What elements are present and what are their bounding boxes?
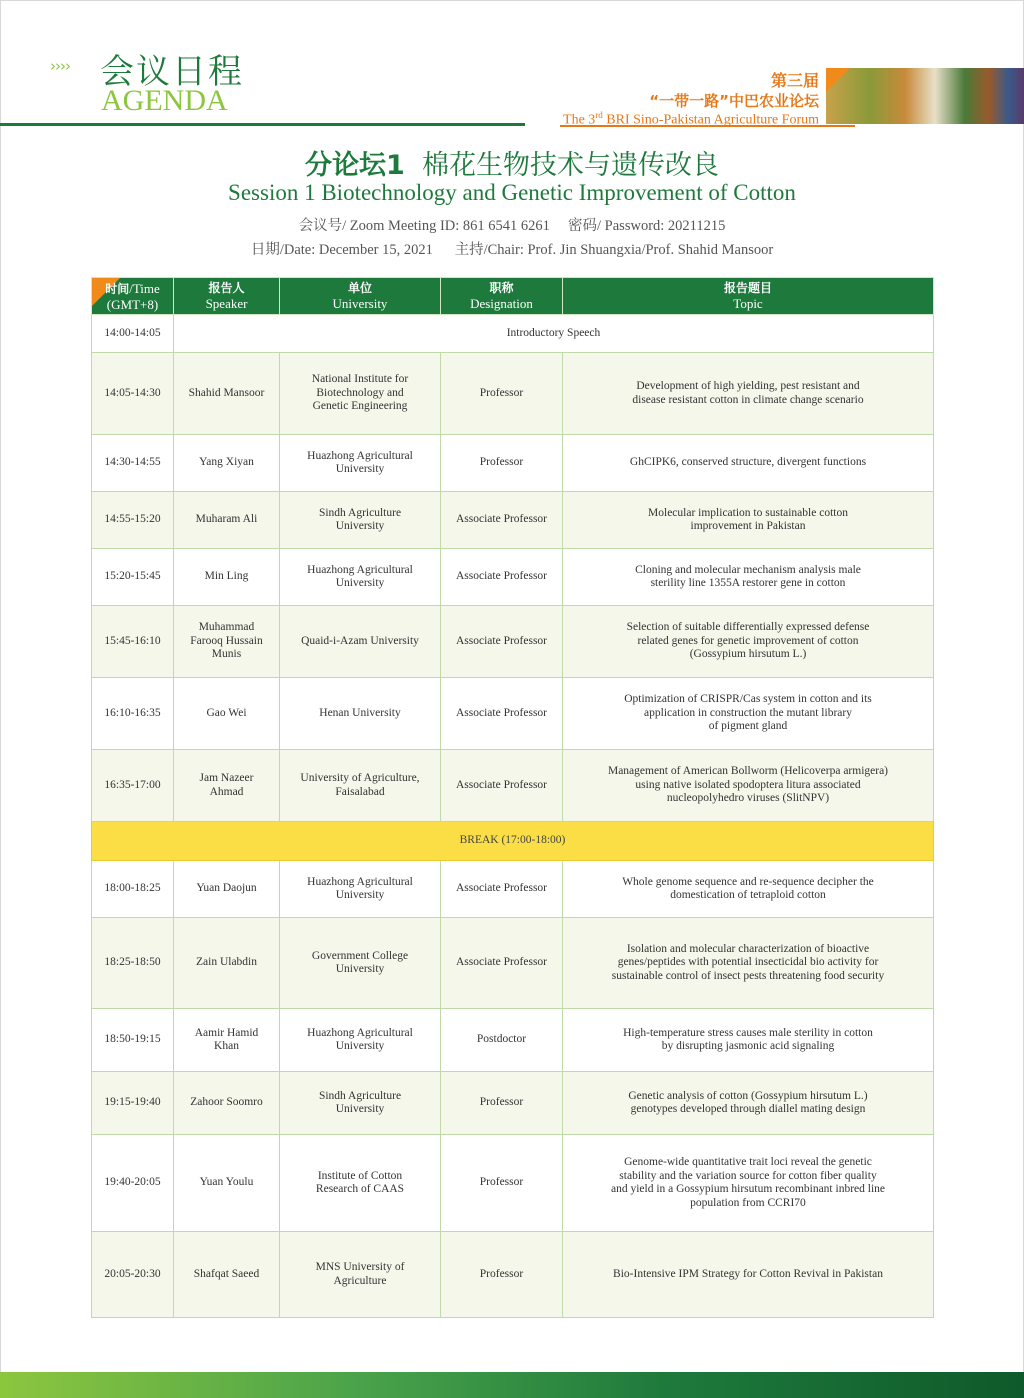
cell-speaker: Shafqat Saeed — [174, 1232, 280, 1318]
cell-time: 15:20-15:45 — [92, 549, 174, 606]
cell-topic: Bio-Intensive IPM Strategy for Cotton Revival in Pakistan — [563, 1232, 934, 1318]
forum-banner-image — [826, 68, 1024, 124]
cell-university: Sindh Agriculture University — [280, 492, 441, 549]
cell-time: 16:10-16:35 — [92, 678, 174, 750]
table-row — [92, 1135, 934, 1232]
table-row — [92, 861, 934, 918]
table-row — [92, 435, 934, 492]
cell-designation: Associate Professor — [441, 861, 563, 918]
cell-time: 18:25-18:50 — [92, 918, 174, 1009]
break-row — [92, 822, 934, 861]
cell-university: Sindh Agriculture University — [280, 1072, 441, 1135]
agenda-table — [91, 277, 934, 1318]
cell-topic: Molecular implication to sustainable cotton improvement in Pakistan — [563, 492, 934, 549]
cell-topic: Whole genome sequence and re-sequence decipher the domestication of tetraploid cotton — [563, 861, 934, 918]
header-divider — [0, 123, 525, 126]
cell-designation: Associate Professor — [441, 678, 563, 750]
banner-corner-accent — [826, 68, 850, 92]
cell-speaker: Yang Xiyan — [174, 435, 280, 492]
zoom-info: 会议号/ Zoom Meeting ID: 861 6541 6261 密码/ Password: 20211215 — [298, 218, 726, 234]
cell-university: Huazhong Agricultural University — [280, 435, 441, 492]
cell-designation: Professor — [441, 435, 563, 492]
header-topic: 报告题目 Topic — [563, 278, 934, 315]
table-row — [92, 549, 934, 606]
agenda-title-en: AGENDA — [101, 84, 228, 117]
session-title-cn: 分论坛1 棉花生物技术与遗传改良 — [305, 150, 719, 181]
cell-speaker: Yuan Daojun — [174, 861, 280, 918]
table-row — [92, 315, 934, 353]
cell-intro: Introductory Speech — [174, 315, 934, 353]
cell-designation: Professor — [441, 1135, 563, 1232]
cell-time: 16:35-17:00 — [92, 750, 174, 822]
cell-time: 19:15-19:40 — [92, 1072, 174, 1135]
cell-time: 14:55-15:20 — [92, 492, 174, 549]
cell-topic: Genetic analysis of cotton (Gossypium hirsutum L.) genotypes developed through diallel mating design — [563, 1072, 934, 1135]
cell-designation: Postdoctor — [441, 1009, 563, 1072]
cell-topic: Cloning and molecular mechanism analysis male sterility line 1355A restorer gene in cotton — [563, 549, 934, 606]
cell-time: 14:05-14:30 — [92, 353, 174, 435]
cell-topic: Genome-wide quantitative trait loci reveal the genetic stability and the variation source for cotton fiber quality and yield in a Gossypium hirsutum recombinant inbred line population from CCRI70 — [563, 1135, 934, 1232]
header-time: 时间/Time (GMT+8) — [92, 278, 174, 315]
cell-university: MNS University of Agriculture — [280, 1232, 441, 1318]
table-row — [92, 606, 934, 678]
table-header-row — [92, 278, 934, 315]
cell-speaker: Gao Wei — [174, 678, 280, 750]
cell-speaker: Min Ling — [174, 549, 280, 606]
cell-university: Henan University — [280, 678, 441, 750]
date-chair-info: 日期/Date: December 15, 2021 主持/Chair: Prof. Jin Shuangxia/Prof. Shahid Mansoor — [250, 242, 774, 258]
cell-time: 19:40-20:05 — [92, 1135, 174, 1232]
break-label: BREAK (17:00-18:00) — [92, 822, 934, 861]
table-row — [92, 353, 934, 435]
cell-topic: Selection of suitable differentially expressed defense related genes for genetic improvement of cotton (Gossypium hirsutum L.) — [563, 606, 934, 678]
cell-university: Huazhong Agricultural University — [280, 1009, 441, 1072]
cell-designation: Professor — [441, 1072, 563, 1135]
forum-name-en: The 3rd BRI Sino-Pakistan Agriculture Forum — [563, 110, 819, 128]
cell-topic: Development of high yielding, pest resistant and disease resistant cotton in climate change scenario — [563, 353, 934, 435]
cell-speaker: Jam Nazeer Ahmad — [174, 750, 280, 822]
forum-edition: 第三届 — [770, 71, 819, 90]
cell-topic: Management of American Bollworm (Helicoverpa armigera) using native isolated spodoptera litura associated nucleopolyhedro viruses (SlitNPV) — [563, 750, 934, 822]
cell-time: 14:30-14:55 — [92, 435, 174, 492]
cell-topic: High-temperature stress causes male sterility in cotton by disrupting jasmonic acid signaling — [563, 1009, 934, 1072]
cell-speaker: Zain Ulabdin — [174, 918, 280, 1009]
cell-designation: Associate Professor — [441, 918, 563, 1009]
cell-university: Government College University — [280, 918, 441, 1009]
session-title-en: Session 1 Biotechnology and Genetic Improvement of Cotton — [228, 180, 796, 205]
cell-university: Huazhong Agricultural University — [280, 861, 441, 918]
cell-time: 18:50-19:15 — [92, 1009, 174, 1072]
cell-university: National Institute for Biotechnology and Genetic Engineering — [280, 353, 441, 435]
table-row — [92, 492, 934, 549]
cell-time: 14:00-14:05 — [92, 315, 174, 353]
cell-designation: Professor — [441, 1232, 563, 1318]
table-row — [92, 918, 934, 1009]
cell-designation: Associate Professor — [441, 549, 563, 606]
cell-time: 18:00-18:25 — [92, 861, 174, 918]
cell-speaker: Muharam Ali — [174, 492, 280, 549]
arrows-icon: ›››› — [50, 57, 70, 75]
cell-university: Quaid-i-Azam University — [280, 606, 441, 678]
cell-speaker: Muhammad Farooq Hussain Munis — [174, 606, 280, 678]
cell-designation: Associate Professor — [441, 606, 563, 678]
cell-speaker: Shahid Mansoor — [174, 353, 280, 435]
footer-bar — [0, 1372, 1024, 1398]
table-row — [92, 1232, 934, 1318]
cell-university: Institute of Cotton Research of CAAS — [280, 1135, 441, 1232]
agenda-title-cn: 会议日程 — [100, 52, 244, 92]
header-university: 单位 University — [280, 278, 441, 315]
cell-speaker: Yuan Youlu — [174, 1135, 280, 1232]
cell-university: University of Agriculture, Faisalabad — [280, 750, 441, 822]
header-designation: 职称 Designation — [441, 278, 563, 315]
table-row — [92, 750, 934, 822]
header-speaker: 报告人 Speaker — [174, 278, 280, 315]
forum-name-cn: “一带一路”中巴农业论坛 — [649, 92, 819, 110]
table-row — [92, 1072, 934, 1135]
cell-designation: Professor — [441, 353, 563, 435]
cell-designation: Associate Professor — [441, 750, 563, 822]
cell-time: 15:45-16:10 — [92, 606, 174, 678]
cell-topic: Optimization of CRISPR/Cas system in cotton and its application in construction the mutant library of pigment gland — [563, 678, 934, 750]
cell-designation: Associate Professor — [441, 492, 563, 549]
cell-topic: Isolation and molecular characterization of bioactive genes/peptides with potential insecticidal bio activity for sustainable control of insect pests threatening food security — [563, 918, 934, 1009]
table-row — [92, 678, 934, 750]
cell-university: Huazhong Agricultural University — [280, 549, 441, 606]
cell-speaker: Zahoor Soomro — [174, 1072, 280, 1135]
cell-speaker: Aamir Hamid Khan — [174, 1009, 280, 1072]
cell-topic: GhCIPK6, conserved structure, divergent functions — [563, 435, 934, 492]
table-row — [92, 1009, 934, 1072]
cell-time: 20:05-20:30 — [92, 1232, 174, 1318]
